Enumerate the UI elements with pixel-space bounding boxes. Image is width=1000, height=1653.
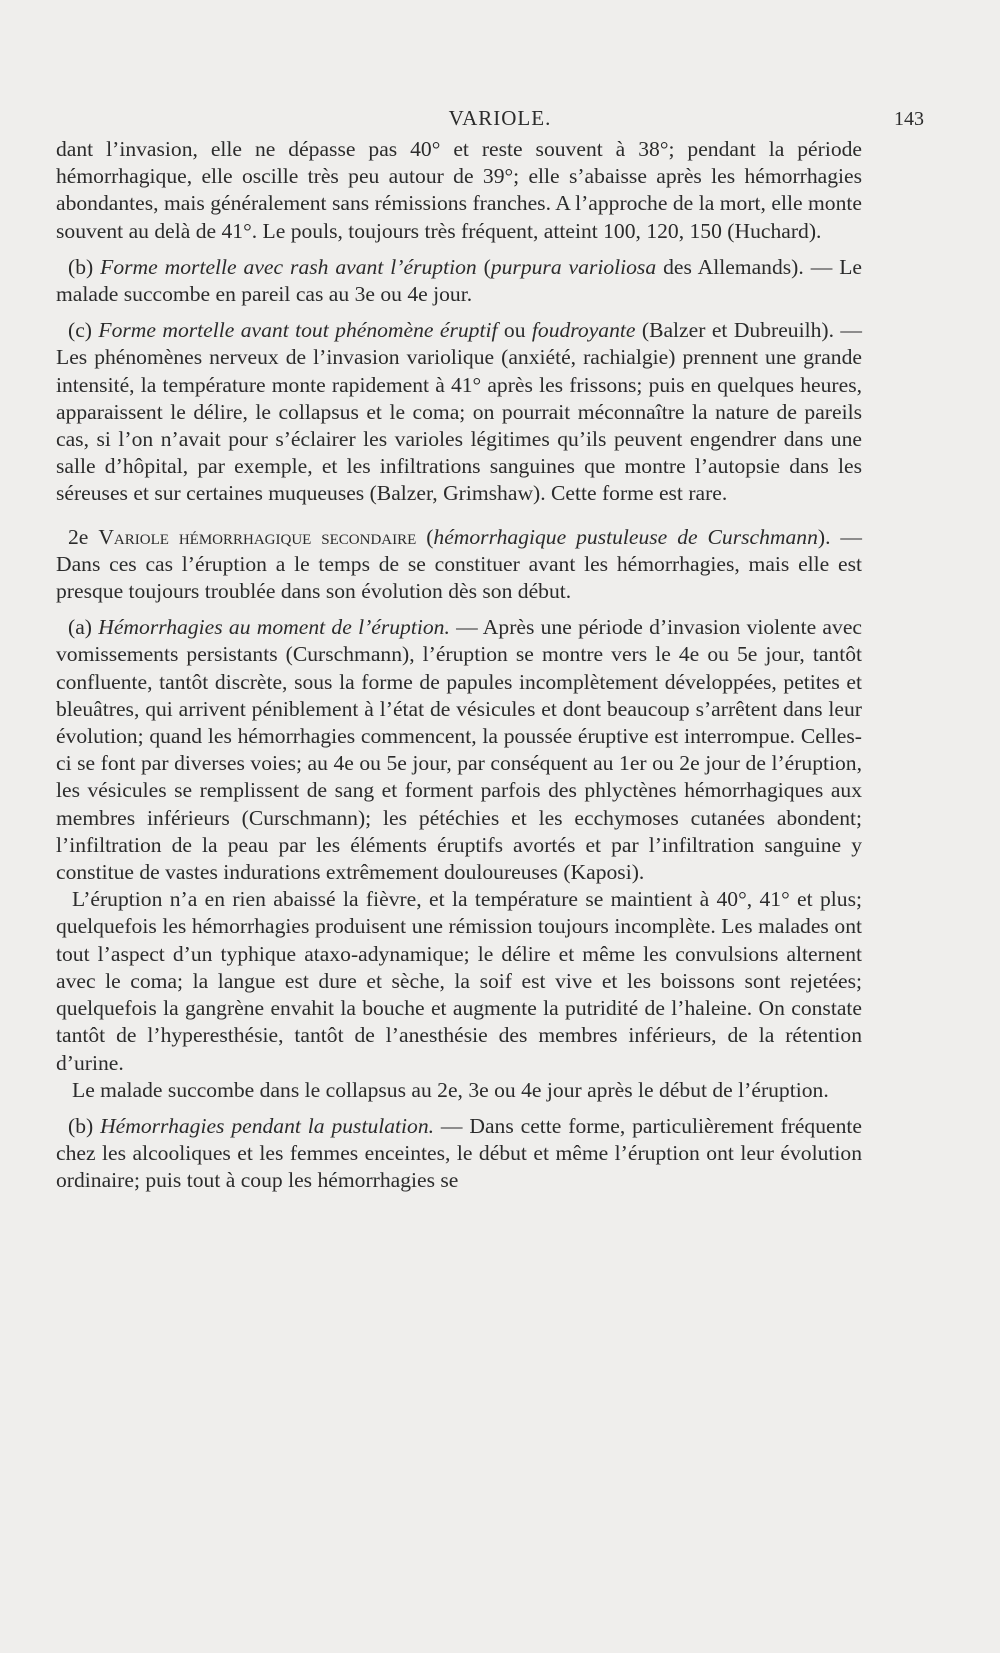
paragraph-collapsus: Le malade succombe dans le collapsus au 2e, 3e ou 4e jour après le début de l’éruption. bbox=[72, 1077, 829, 1102]
page-number: 143 bbox=[894, 108, 924, 130]
item-title: Hémorrhagies pendant la pustulation. bbox=[100, 1113, 435, 1138]
paragraph-text: — Après une période d’invasion violente avec vomissements persistants (Curschmann), l’éruption se montre vers le 4e ou 5e jour, tantôt confluente, tantôt discrète, sous la forme de papules incomplètement développées, petites et bleuâtres, qui arrivent péniblement à l’état de vésicules et dont beaucoup s’arrêtent dans leur évolution; quand les hémorrhagies commencent, la poussée éruptive est interrompue. Celles-ci se font par diverses voies; au 4e ou 5e jour, par conséquent au 1er ou 2e jour de l’éruption, les vésicules se remplissent de sang et forment parfois des phlyctènes hémorrhagiques aux membres inférieurs (Curschmann); les pétéchies et les ecchymoses cutanées abondent; l’infiltration de la peau par les éléments éruptifs avortés et par l’infiltration sanguine y constitue de vastes indurations extrêmement douloureuses (Kaposi). bbox=[56, 615, 862, 885]
running-title: VARIOLE. bbox=[448, 106, 552, 130]
paragraph-variole-secondaire bbox=[56, 524, 862, 606]
paragraph-forme-rash bbox=[56, 254, 862, 308]
paragraph-pustulation bbox=[56, 1113, 862, 1195]
paragraph-text: ). — Dans ces cas l’éruption a le temps de se constituer avant les hémorrhagies, mais elle est presque toujours troublée dans son évolution dès son début. bbox=[56, 524, 862, 604]
paren-open: ( bbox=[483, 254, 491, 279]
section-heading: Variole hémorrhagique secondaire bbox=[98, 524, 417, 549]
latin-term: purpura varioliosa bbox=[490, 254, 657, 279]
paren-open: ( bbox=[416, 524, 434, 549]
paragraph-text: — Dans cette forme, particulièrement fréquente chez les alcooliques et les femmes enceintes, le début et même l’éruption ont leur évolution ordinaire; puis tout à coup les hémorrhagies se bbox=[56, 1113, 862, 1193]
item-label: (c) bbox=[68, 318, 92, 343]
page-body bbox=[56, 136, 862, 1195]
paragraph-continuation: dant l’invasion, elle ne dépasse pas 40° et reste souvent à 38°; pendant la période hémorrhagique, elle oscille très peu autour de 39°; elle s’abaisse après les hémorrhagies abondantes, mais généralement sans rémissions franches. A l’approche de la mort, elle monte souvent au delà de 41°. Le pouls, toujours très fréquent, atteint 100, 120, 150 (Huchard). bbox=[56, 137, 862, 243]
page-header bbox=[0, 106, 1000, 134]
paragraph-text: des Allemands). — Le malade succombe en pareil cas au 3e ou 4e jour. bbox=[56, 254, 863, 307]
item-title-2: foudroyante bbox=[531, 318, 636, 343]
paragraph-text: (Balzer et Dubreuilh). — Les phénomènes nerveux de l’invasion variolique (anxiété, rachialgie) prennent une grande intensité, la température monte rapidement à 41° après les frissons; puis en quelques heures, apparaissent le délire, le collapsus et le coma; on pourrait méconnaître la nature de pareils cas, si l’on n’avait pour s’éclairer les varioles légitimes qu’ils peuvent engendrer dans une salle d’hôpital, par exemple, et les infiltrations sanguines que montre l’autopsie dans les séreuses et sur certaines muqueuses (Balzer, Grimshaw). Cette forme est rare. bbox=[56, 318, 862, 506]
item-title: Forme mortelle avec rash avant l’éruption bbox=[100, 254, 477, 279]
item-title: Hémorrhagies au moment de l’éruption. bbox=[98, 615, 450, 640]
section-number: 2e bbox=[68, 524, 99, 549]
paragraph-text: ou bbox=[497, 318, 532, 343]
paragraph-forme-foudroyante bbox=[56, 317, 862, 507]
item-label: (b) bbox=[68, 1113, 94, 1138]
paragraph-fievre: L’éruption n’a en rien abaissé la fièvre, et la température se maintient à 40°, 41° et plus; quelquefois les hémorrhagies produisent une rémission toujours incomplète. Les malades ont tout l’aspect d’un typhique ataxo-adynamique; le délire et même les convulsions alternent avec le coma; la langue est dure et sèche, la soif est vive et les boissons sont rejetées; quelquefois la gangrène envahit la bouche et augmente la putridité de l’haleine. On constate tantôt de l’hyperesthésie, tantôt de l’anesthésie des membres inférieurs, de la rétention d’urine. bbox=[56, 887, 862, 1075]
item-label: (a) bbox=[68, 615, 92, 640]
item-label: (b) bbox=[68, 254, 94, 279]
paragraph-hemorrhagies-eruption bbox=[56, 614, 862, 886]
section-italic: hémorrhagique pustuleuse de Curschmann bbox=[433, 524, 818, 549]
item-title: Forme mortelle avant tout phénomène éruptif bbox=[98, 318, 498, 343]
